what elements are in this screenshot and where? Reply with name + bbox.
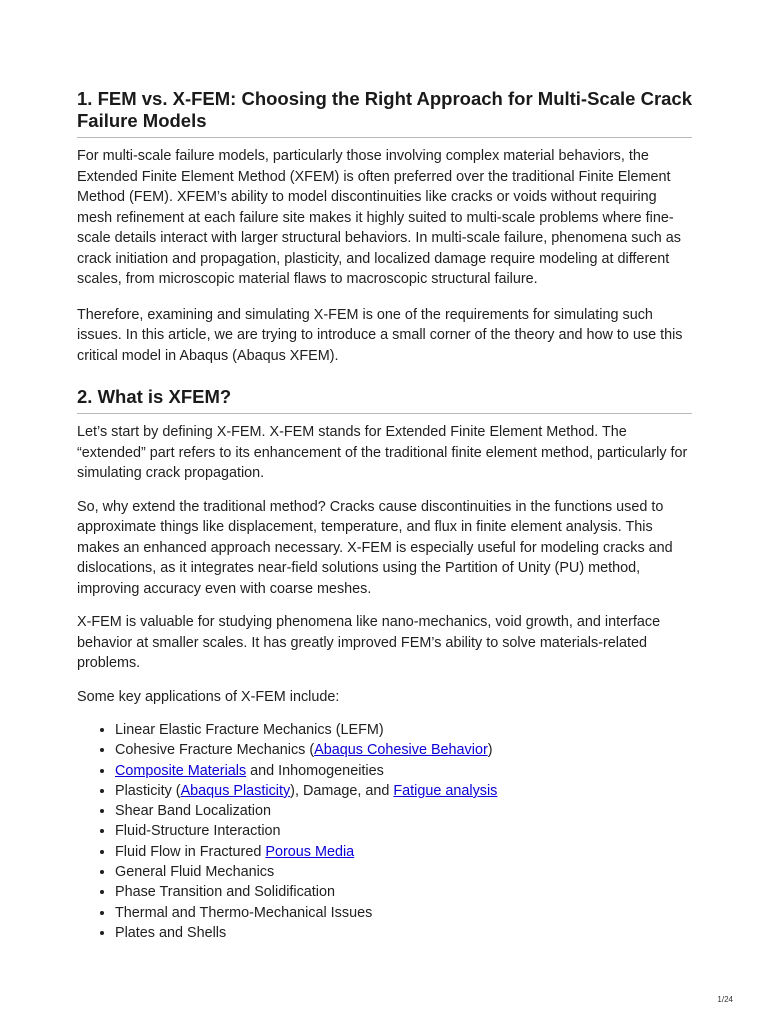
link-abaqus-cohesive-behavior[interactable]: Abaqus Cohesive Behavior xyxy=(314,742,488,759)
link-porous-media[interactable]: Porous Media xyxy=(265,843,355,860)
link-fatigue-analysis[interactable]: Fatigue analysis xyxy=(393,782,498,799)
page-number: 1/24 xyxy=(717,995,733,1004)
section-fem-vs-xfem xyxy=(77,88,692,366)
paragraph: Therefore, examining and simulating X-FEM is one of the requirements for simulating such issues. In this article, we are trying to introduce a small corner of the theory and how to use this critical model in Abaqus (Abaqus XFEM). xyxy=(77,306,683,364)
list-item: • Shear Band Localization xyxy=(115,801,692,821)
list-item: • Fluid-Structure Interaction xyxy=(115,821,692,841)
list-item: • Plasticity (Abaqus Plasticity), Damage, and Fatigue analysis xyxy=(115,781,692,801)
paragraph: Some key applications of X-FEM include: xyxy=(77,688,340,705)
paragraph: X-FEM is valuable for studying phenomena like nano-mechanics, void growth, and interface behavior at smaller scales. It has greatly improved FEM’s ability to solve materials-related problems. xyxy=(77,614,661,671)
list-item: • Fluid Flow in Fractured Porous Media xyxy=(115,842,692,862)
list-item: • Phase Transition and Solidification xyxy=(115,882,692,902)
list-item: • Plates and Shells xyxy=(115,923,692,943)
section-heading: 2. What is XFEM? xyxy=(77,386,692,414)
paragraph: For multi-scale failure models, particularly those involving complex material behaviors, the Extended Finite Element Method (XFEM) is often preferred over the traditional Finite Element Method (FEM). XFEM’s ability to model discontinuities like cracks or voids without requiring mesh refinement at each failure site makes it highly suited to multi-scale problems where fine-scale details interact with larger structural behaviors. In multi-scale failure, phenomena such as crack initiation and propagation, plasticity, and localized damage require modeling at different scales, from microscopic material flaws to macroscopic structural failure. xyxy=(77,148,681,287)
list-item: • Thermal and Thermo-Mechanical Issues xyxy=(115,903,692,923)
list-item: • Composite Materials and Inhomogeneities xyxy=(115,761,692,781)
paragraph: Let’s start by defining X-FEM. X-FEM stands for Extended Finite Element Method. The “extended” part refers to its enhancement of the traditional finite element method, particularly for simulating crack propagation. xyxy=(77,424,688,481)
applications-list xyxy=(77,720,692,943)
section-heading: 1. FEM vs. X-FEM: Choosing the Right Approach for Multi-Scale Crack Failure Models xyxy=(77,88,692,138)
link-abaqus-plasticity[interactable]: Abaqus Plasticity xyxy=(180,782,291,799)
list-item: • Linear Elastic Fracture Mechanics (LEFM) xyxy=(115,720,692,740)
link-composite-materials[interactable]: Composite Materials xyxy=(115,762,247,779)
list-item: • General Fluid Mechanics xyxy=(115,862,692,882)
list-item: • Cohesive Fracture Mechanics (Abaqus Cohesive Behavior) xyxy=(115,740,692,760)
section-what-is-xfem xyxy=(77,386,692,943)
document-page xyxy=(77,88,692,943)
paragraph: So, why extend the traditional method? Cracks cause discontinuities in the functions used to approximate things like displacement, temperature, and flux in finite element analysis. This makes an enhanced approach necessary. X-FEM is especially useful for modeling cracks and dislocations, as it integrates near-field solutions using the Partition of Unity (PU) method, improving accuracy even with coarse meshes. xyxy=(77,498,673,597)
